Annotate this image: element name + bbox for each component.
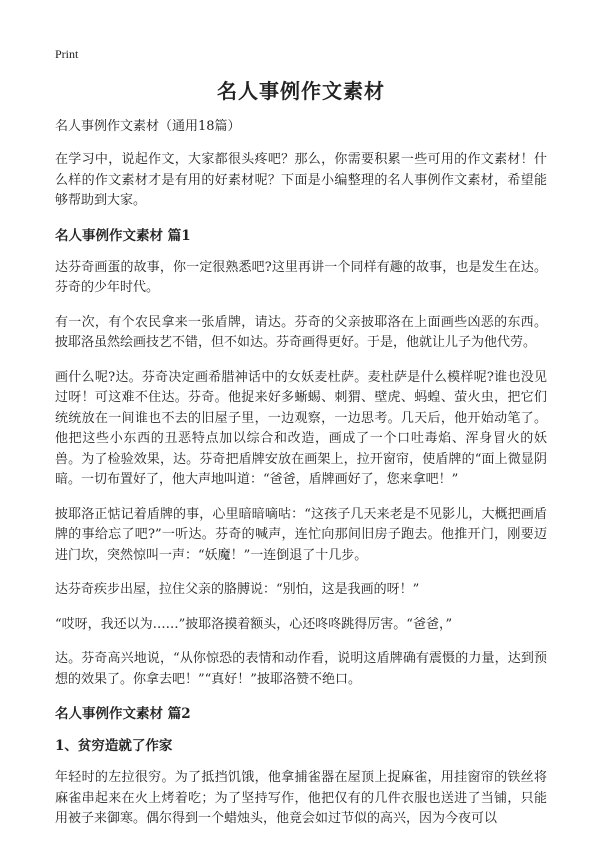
print-label[interactable]: Print — [55, 47, 79, 61]
paragraph: 画什么呢?达。芬奇决定画希腊神话中的女妖麦杜萨。麦杜萨是什么模样呢?谁也没见过呀！可这难不住达。芬奇。他捉来好多蜥蜴、刺猬、壁虎、蚂蝗、萤火虫，把它们统统放在一间谁也不去的旧屋子里，一边观察，一边思考。几天后，他开始动笔了。他把这些小东西的丑恶特点加以综合和改造，画成了一个口吐毒焰、浑身冒火的妖兽。为了检验效果，达。芬奇把盾牌安放在画架上，拉开窗帘，使盾牌的“面上微显阴暗。一切布置好了，他大声地叫道：“爸爸，盾牌画好了，您来拿吧！” — [55, 369, 547, 487]
paragraph: “哎呀，我还以为……”披耶洛摸着额头，心还咚咚跳得厉害。“爸爸，” — [55, 616, 453, 632]
paragraph: 达。芬奇高兴地说，“从你惊恐的表情和动作看，说明这盾牌确有震慑的力量，达到预想的效果了。你拿去吧！”“真好！”披耶洛赞不绝口。 — [55, 651, 547, 687]
subsection-heading: 1、贫穷造就了作家 — [55, 738, 173, 754]
page-title: 名人事例作文素材 — [217, 79, 385, 103]
section-heading: 名人事例作文素材 篇2 — [55, 706, 191, 722]
paragraph: 达芬奇画蛋的故事，你一定很熟悉吧?这里再讲一个同样有趣的故事，也是发生在达。芬奇的少年时代。 — [55, 259, 547, 295]
intro-paragraph: 在学习中，说起作文，大家都很头疼吧？那么，你需要积累一些可用的作文素材！什么样的作文素材才是有用的好素材呢？下面是小编整理的名人事例作文素材，希望能够帮助到大家。 — [55, 152, 547, 208]
document-body — [55, 78, 547, 844]
paragraph: 有一次，有个农民拿来一张盾牌，请达。芬奇的父亲披耶洛在上面画些凶恶的东西。披耶洛虽然绘画技艺不错，但不如达。芬奇画得更好。于是，他就让儿子为他代劳。 — [55, 314, 547, 350]
paragraph: 披耶洛正惦记着盾牌的事，心里暗暗嘀咕：“这孩子几天来老是不见影儿，大概把画盾牌的事给忘了吧?”一听达。芬奇的喊声，连忙向那间旧房子跑去。他推开门，刚要迈进门坎，突然惊叫一声：“妖魔！”一连倒退了十几步。 — [55, 506, 547, 563]
section-heading: 名人事例作文素材 篇1 — [55, 227, 191, 244]
paragraph: 年轻时的左拉很穷。为了抵挡饥饿，他拿捕雀器在屋顶上捉麻雀，用挂窗帘的铁丝将麻雀串起来在火上烤着吃；为了坚持写作，他把仅有的几件衣服也送进了当铺，只能用被子来御寒。偶尔得到一个蜡烛头，他竟会如过节似的高兴，因为今夜可以 — [55, 770, 547, 826]
document-subtitle: 名人事例作文素材（通用18篇） — [55, 119, 241, 134]
paragraph: 达芬奇疾步出屋，拉住父亲的胳膊说：“别怕，这是我画的呀！” — [55, 582, 420, 597]
